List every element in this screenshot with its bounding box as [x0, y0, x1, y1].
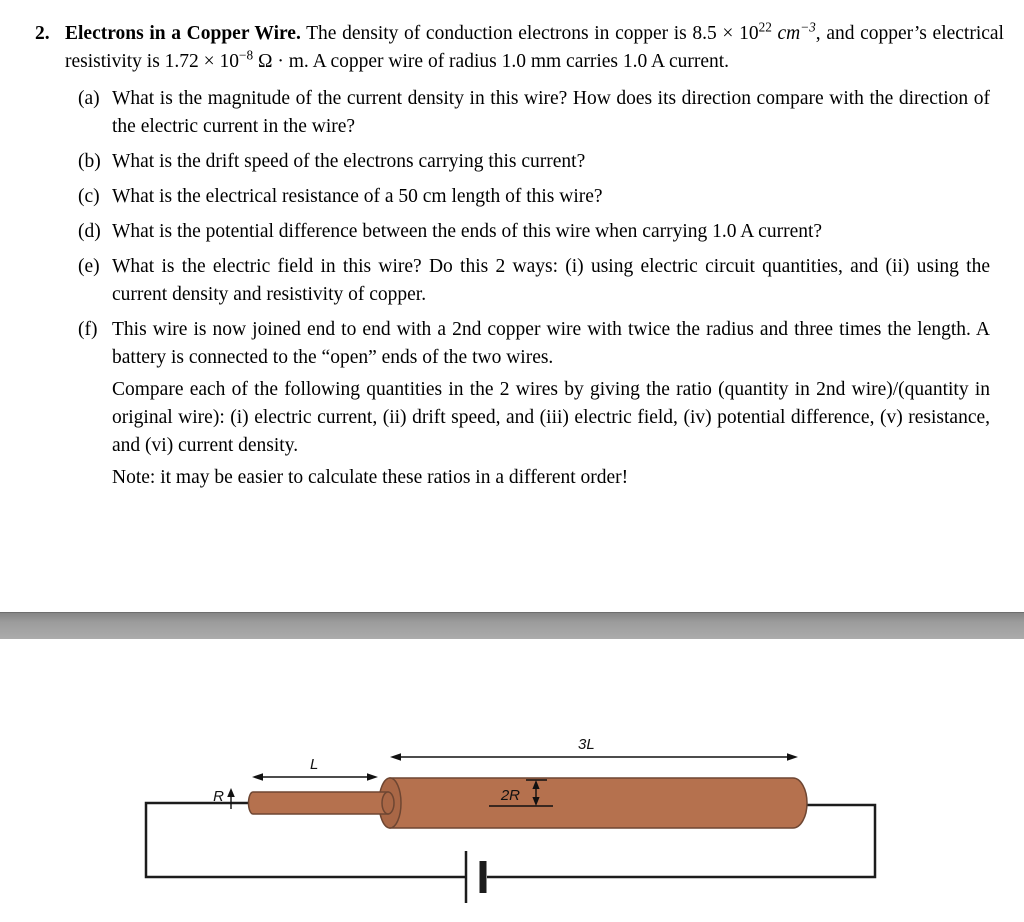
thin-wire [249, 792, 395, 814]
thick-length-label: 3L [578, 736, 595, 753]
part-c-label: (c) [78, 186, 100, 207]
intro-seg-3: , and copper’s electrical resistivity is 1.72 × 10 [65, 23, 1004, 72]
part-b-label: (b) [78, 151, 101, 172]
part-e-text: What is the electric field in this wire? Do this 2 ways: (i) using electric circuit quantities, and (ii) using the current density and resistivity of copper. [112, 256, 990, 305]
part-c [0, 183, 1024, 211]
part-d [0, 218, 1024, 246]
thick-length-arrowhead-right [787, 753, 798, 761]
thick-wire-body [390, 778, 807, 828]
exponent-22: 22 [758, 19, 772, 35]
part-e [0, 253, 1024, 309]
part-c-text: What is the electrical resistance of a 50 cm length of this wire? [112, 186, 603, 207]
intro-seg-1: The density of conduction electrons in copper is 8.5 × 10 [300, 23, 759, 44]
intro-seg-4: Ω · m. A copper wire of radius 1.0 mm carries 1.0 A current. [253, 51, 730, 72]
problem-intro-paragraph [0, 20, 1024, 76]
thin-length-label: L [310, 756, 319, 773]
exponent-minus-3: −3 [800, 19, 816, 35]
problem-title: Electrons in a Copper Wire. [65, 23, 301, 44]
thick-radius-label: 2R [500, 787, 520, 804]
thin-length-arrowhead-right [367, 773, 378, 781]
part-d-label: (d) [78, 221, 101, 242]
part-f-label: (f) [78, 319, 98, 340]
section-divider-bar [0, 612, 1024, 639]
part-f-text: This wire is now joined end to end with a 2nd copper wire with twice the radius and three times the length. A battery is connected to the “open” ends of the two wires. [112, 319, 990, 368]
thick-wire [379, 778, 807, 828]
thin-length-arrowhead-left [252, 773, 263, 781]
part-e-label: (e) [78, 256, 100, 277]
thin-wire-right-cap [382, 792, 394, 814]
intro-seg-2: cm [771, 23, 801, 44]
figure-svg [0, 639, 1024, 917]
part-d-text: What is the potential difference between the ends of this wire when carrying 1.0 A current? [112, 221, 823, 242]
part-f [0, 316, 1024, 492]
battery [466, 851, 483, 903]
part-a [0, 85, 1024, 141]
thick-length-arrowhead-left [390, 753, 401, 761]
problem-number: 2. [35, 23, 50, 44]
part-a-label: (a) [78, 88, 100, 109]
part-b [0, 148, 1024, 176]
thin-radius-arrowhead [227, 788, 235, 797]
part-f-compare-text: Compare each of the following quantities in the 2 wires by giving the ratio (quantity in 2nd wire)/(quantity in original wire): (i) electric current, (ii) drift speed, and (iii) electric field, (iv) potential difference, (v) resistance, and (vi) current density. [112, 379, 990, 456]
circuit-figure [0, 639, 1024, 917]
exponent-minus-8: −8 [239, 47, 254, 63]
part-f-note-text: Note: it may be easier to calculate these ratios in a different order! [112, 467, 629, 488]
thin-radius-label: R [213, 788, 224, 805]
problem-statement [0, 20, 1024, 499]
part-a-text: What is the magnitude of the current density in this wire? How does its direction compare with the direction of the electric current in the wire? [112, 88, 990, 137]
part-b-text: What is the drift speed of the electrons carrying this current? [112, 151, 586, 172]
thin-wire-body [249, 792, 389, 814]
